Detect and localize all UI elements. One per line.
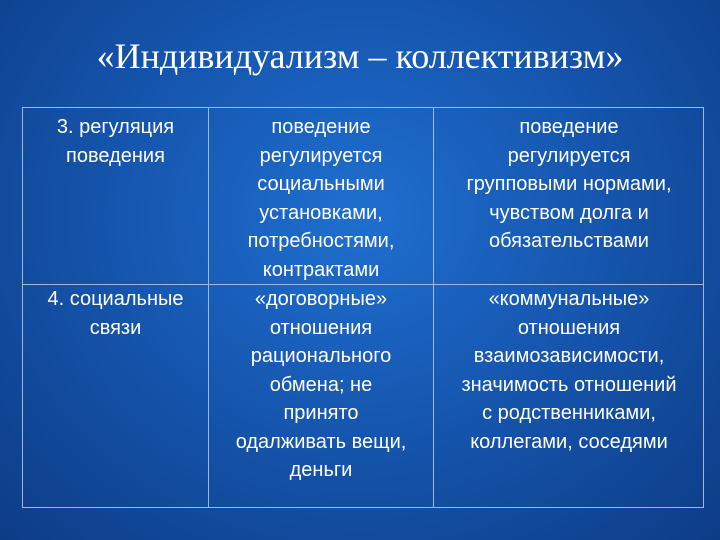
row-2-collectivism: «коммунальные» отношения взаимозависимости, значимость отношений с родственниками, коллегами, соседями bbox=[461, 288, 677, 453]
row-2-individualism: «договорные» отношения рационального обмена; не принято одалживать вещи, деньги bbox=[235, 288, 407, 481]
row-2-criterion: 4. социальные связи bbox=[47, 288, 184, 339]
row-1-collectivism: поведение регулируется групповыми нормами, чувством долга и обязательствами bbox=[466, 116, 672, 252]
slide-title: «Индивидуализм – коллективизм» bbox=[96, 36, 624, 76]
comparison-table bbox=[22, 107, 704, 508]
row-1-criterion: 3. регуляция поведения bbox=[56, 116, 175, 167]
row-1-individualism: поведение регулируется социальными установками, потребностями, контрактами bbox=[247, 116, 395, 281]
